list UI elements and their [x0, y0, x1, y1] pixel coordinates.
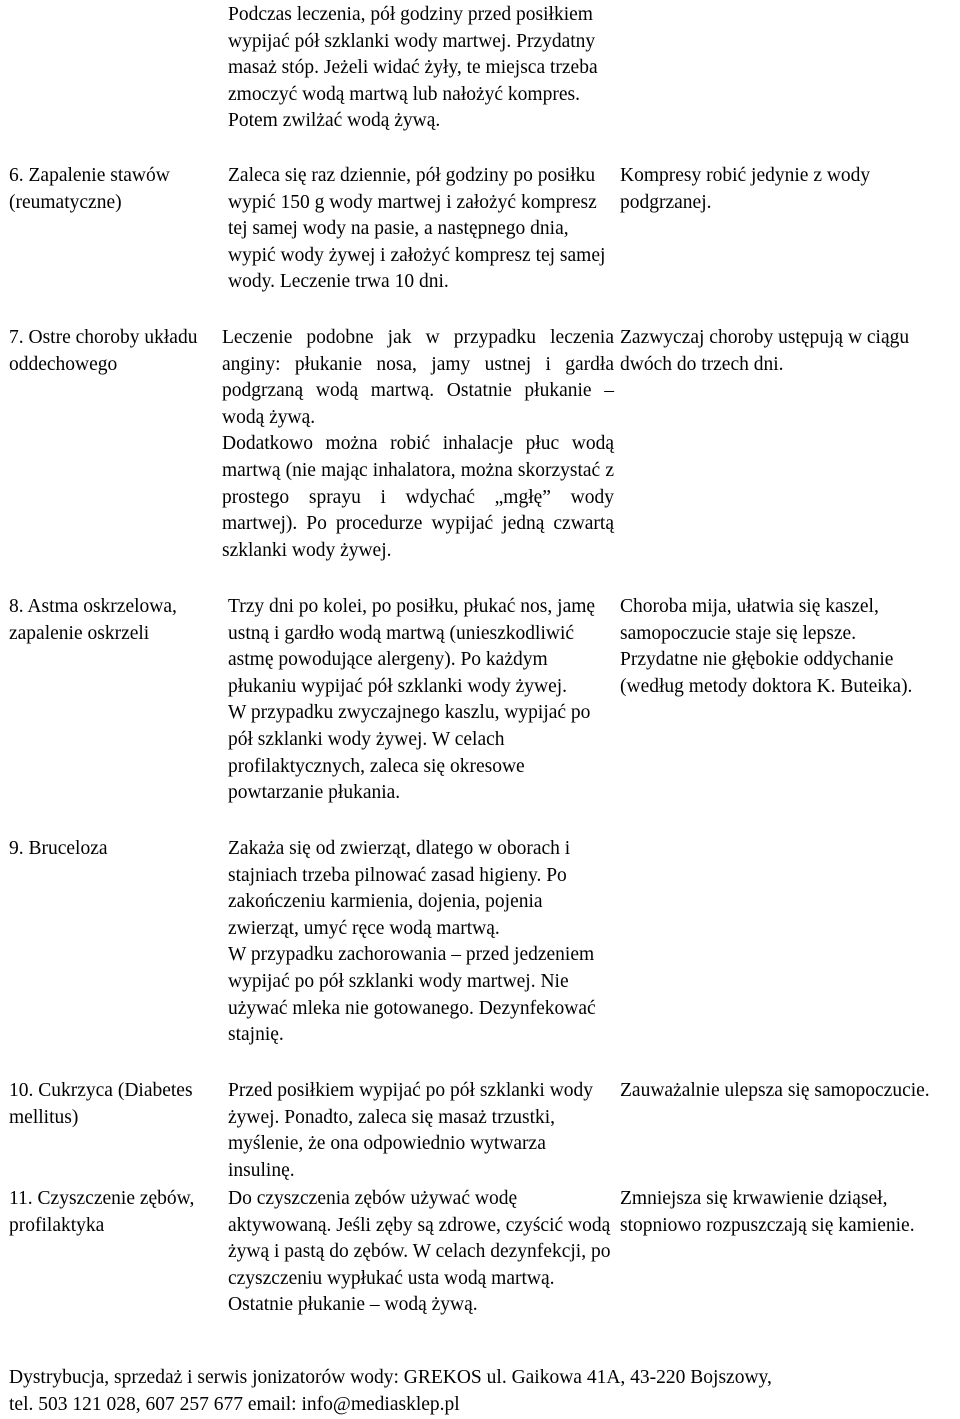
row-9-treatment	[228, 836, 612, 1049]
row-6-condition: 6. Zapalenie stawów (reumatyczne)	[9, 165, 170, 213]
row-7-note: Zazwyczaj choroby ustępują w ciągu dwóch do trzech dni.	[620, 327, 910, 375]
row-11-treatment	[228, 1186, 612, 1319]
footer-distribution-line: Dystrybucja, sprzedaż i serwis jonizatorów wody: GREKOS ul. Gaikowa 41A, 43-220 Bojszowy,	[9, 1367, 772, 1388]
row-10-treatment	[228, 1078, 612, 1184]
row-7-condition: 7. Ostre choroby układu oddechowego	[9, 327, 198, 375]
row-7-treatment-text-2: Dodatkowo można robić inhalacje płuc wodą martwą (nie mając inhalatora, można skorzystać z prostego sprayu i wdychać „mgłę” wody martwej). Po procedurze wypijać jedną czwartą szklanki wody żywej.	[222, 433, 614, 561]
row-6-note: Kompresy robić jedynie z wody podgrzanej.	[620, 165, 871, 213]
row-9-condition: 9. Bruceloza	[9, 838, 108, 859]
row-10-treatment-text: Przed posiłkiem wypijać po pół szklanki wody żywej. Ponadto, zaleca się masaż trzustki, myślenie, że ona odpowiednio wytwarza insulinę.	[228, 1080, 594, 1181]
row-8-condition: 8. Astma oskrzelowa, zapalenie oskrzeli	[9, 596, 177, 644]
row-8-notes	[620, 594, 950, 700]
row-8-note-1: Choroba mija, ułatwia się kaszel, samopoczucie staje się lepsze.	[620, 596, 879, 644]
row-8-note-2: Przydatne nie głębokie oddychanie (według metody doktora K. Buteika).	[620, 649, 913, 697]
row-6-treatment-text: Zaleca się raz dziennie, pół godziny po posiłku wypić 150 g wody martwej i założyć kompresz tej samej wody na pasie, a następnego dnia, wypić wody żywej i założyć kompresz tej samej wody. Leczenie trwa 10 dni.	[228, 165, 606, 293]
row-11-condition: 11. Czyszczenie zębów, profilaktyka	[9, 1188, 195, 1236]
row-10-condition: 10. Cukrzyca (Diabetes mellitus)	[9, 1080, 193, 1128]
row-7-treatment	[222, 325, 614, 564]
row-10-note: Zauważalnie ulepsza się samopoczucie.	[620, 1080, 930, 1101]
row-0-treatment-text: Podczas leczenia, pół godziny przed posiłkiem wypijać pół szklanki wody martwej. Przydatny masaż stóp. Jeżeli widać żyły, te miejsca trzeba zmoczyć wodą martwą lub nałożyć kompres. Potem zwilżać wodą żywą.	[228, 4, 598, 132]
row-9-treatment-text-2: W przypadku zachorowania – przed jedzeniem wypijać po pół szklanki wody martwej. Nie używać mleka nie gotowanego. Dezynfekować stajnię.	[228, 944, 596, 1046]
row-10-notes	[620, 1078, 950, 1105]
row-11-treatment-text: Do czyszczenia zębów używać wodę aktywowaną. Jeśli zęby są zdrowe, czyścić wodą żywą i pastą do zębów. W celach dezynfekcji, po czyszczeniu wypłukać usta wodą martwą. Ostatnie płukanie – wodą żywą.	[228, 1188, 611, 1316]
row-8-treatment	[228, 594, 612, 807]
row-11-notes	[620, 1186, 950, 1239]
row-6-treatment	[228, 163, 612, 296]
row-0-treatment	[228, 2, 612, 135]
row-11-note: Zmniejsza się krwawienie dziąseł, stopniowo rozpuszczają się kamienie.	[620, 1188, 915, 1236]
row-7-treatment-text-1: Leczenie podobne jak w przypadku leczenia anginy: płukanie nosa, jamy ustnej i gardła podgrzaną wodą martwą. Ostatnie płukanie – wodą żywą.	[222, 327, 614, 428]
footer	[9, 1365, 954, 1418]
footer-contact-line: tel. 503 121 028, 607 257 677 email: info@mediasklep.pl	[9, 1393, 460, 1415]
row-8-treatment-text-2: W przypadku zwyczajnego kaszlu, wypijać po pół szklanki wody żywej. W celach profilaktycznych, zaleca się okresowe powtarzanie płukania.	[228, 702, 591, 804]
row-7-notes	[620, 325, 950, 378]
row-8-treatment-text-1: Trzy dni po kolei, po posiłku, płukać nos, jamę ustną i gardło wodą martwą (unieszkodliwić astmę powodujące alergeny). Po każdym płukaniu wypijać pół szklanki wody żywej.	[228, 596, 596, 697]
row-9-treatment-text-1: Zakaża się od zwierząt, dlatego w oborach i stajniach trzeba pilnować zasad higieny. Po zakończeniu karmienia, dojenia, pojenia zwierząt, umyć ręce wodą martwą.	[228, 838, 571, 939]
row-6-notes	[620, 163, 950, 216]
